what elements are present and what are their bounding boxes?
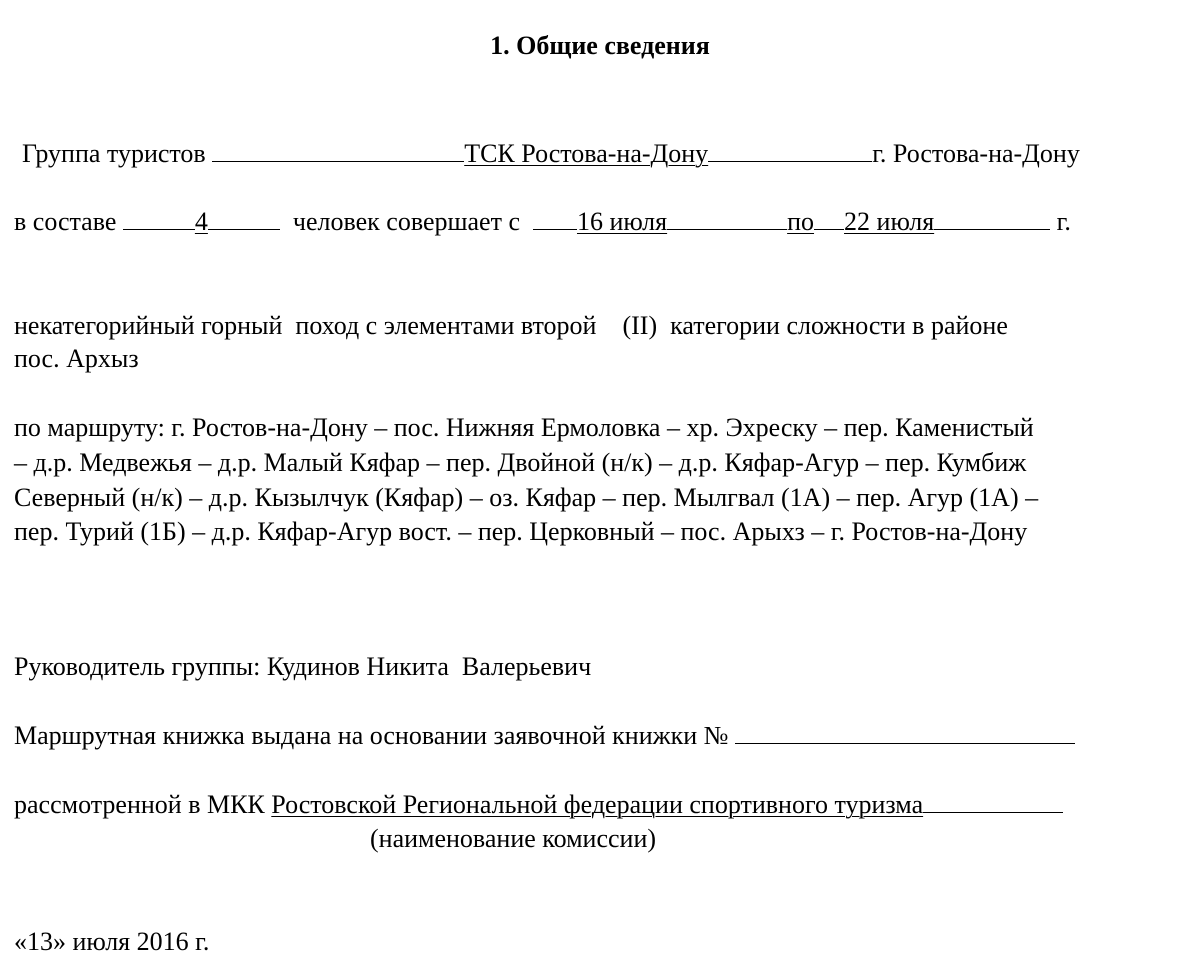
commission-label: рассмотренной в МКК [14, 790, 265, 819]
group-line [22, 137, 1080, 171]
commission-caption: (наименование комиссии) [370, 824, 657, 853]
issued-text: Маршрутная книжка выдана на основании заявочной книжки № [14, 721, 729, 750]
composition-mid: человек совершает с [292, 207, 520, 236]
blank-line [708, 139, 872, 162]
issue-date: «13» июля 2016 г. [14, 927, 210, 956]
route-line-2: – д.р. Медвежья – д.р. Малый Кяфар – пер. Двойной (н/к) – д.р. Кяфар-Агур – пер. Кумбиж [14, 448, 1027, 477]
composition-line [14, 205, 1071, 239]
route-line-4: пер. Турий (1Б) – д.р. Кяфар-Агур вост. – пер. Церковный – пос. Арыхз – г. Ростов-на-Дону [14, 517, 1028, 546]
route-line-3: Северный (н/к) – д.р. Кызылчук (Кяфар) – оз. Кяфар – пер. Мылгвал (1А) – пер. Агур (1А) – [14, 483, 1039, 512]
member-count: 4 [194, 207, 208, 236]
section-title: 1. Общие сведения [490, 31, 710, 60]
issued-line [14, 719, 1075, 753]
commission-name: Ростовской Региональной федерации спортивного туризма [271, 790, 924, 819]
group-leader: Руководитель группы: Кудинов Никита Валерьевич [14, 652, 592, 681]
blank-line [208, 207, 280, 230]
blank-line [934, 207, 1050, 230]
date-from: 16 июля [576, 207, 668, 236]
year-suffix: г. [1056, 207, 1071, 236]
commission-line [14, 788, 1063, 822]
composition-label: в составе [14, 207, 117, 236]
blank-line [667, 207, 787, 230]
blank-line [923, 790, 1063, 813]
group-city: г. Ростова-на-Дону [872, 139, 1080, 168]
group-name: ТСК Ростова-на-Дону [464, 139, 709, 168]
date-by: по [787, 207, 815, 236]
blank-line [123, 207, 195, 230]
group-label: Группа туристов [22, 139, 206, 168]
hike-line-2: пос. Архыз [14, 344, 139, 373]
blank-line [533, 207, 577, 230]
blank-line [212, 139, 464, 162]
blank-line [814, 207, 844, 230]
hike-line-1: некатегорийный горный поход с элементами второй (II) категории сложности в районе [14, 311, 1008, 340]
date-to: 22 июля [844, 207, 935, 236]
route-line-1: по маршруту: г. Ростов-на-Дону – пос. Нижняя Ермоловка – хр. Эхреску – пер. Каменистый [14, 413, 1034, 442]
blank-line [735, 721, 1075, 744]
